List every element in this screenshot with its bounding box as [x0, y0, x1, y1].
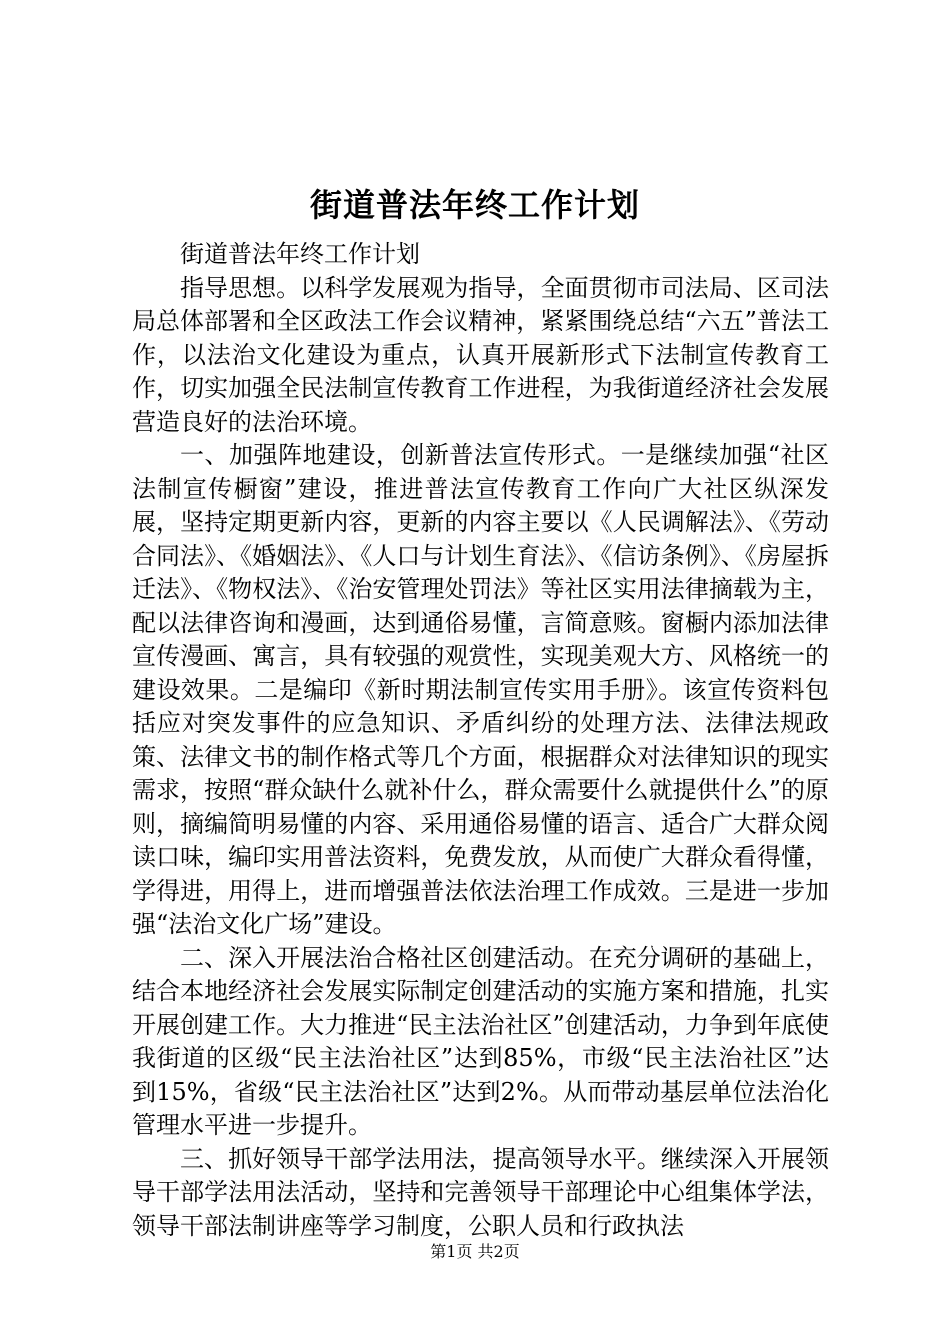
- document-body: [132, 238, 829, 1243]
- section-one-paragraph: 一、加强阵地建设，创新普法宣传形式。一是继续加强“社区法制宣传橱窗”建设，推进普法宣传教育工作向广大社区纵深发展，坚持定期更新内容，更新的内容主要以《人民调解法》、《劳动合同法》、《婚姻法》、《人口与计划生育法》、《信访条例》、《房屋拆迁法》、《物权法》、《治安管理处罚法》等社区实用法律摘载为主，配以法律咨询和漫画，达到通俗易懂，言简意赅。窗橱内添加法律宣传漫画、寓言，具有较强的观赏性，实现美观大方、风格统一的建设效果。二是编印《新时期法制宣传实用手册》。该宣传资料包括应对突发事件的应急知识、矛盾纠纷的处理方法、法律法规政策、法律文书的制作格式等几个方面，根据群众对法律知识的现实需求，按照“群众缺什么就补什么，群众需要什么就提供什么”的原则，摘编简明易懂的内容、采用通俗易懂的语言、适合广大群众阅读口味，编印实用普法资料，免费发放，从而使广大群众看得懂，学得进，用得上，进而增强普法依法治理工作成效。三是进一步加强“法治文化广场”建设。: [132, 441, 829, 938]
- guiding-principle-paragraph: 指导思想。以科学发展观为指导，全面贯彻市司法局、区司法局总体部署和全区政法工作会议精神，紧紧围绕总结“六五”普法工作，以法治文化建设为重点，认真开展新形式下法制宣传教育工作，切实加强全民法制宣传教育工作进程，为我街道经济社会发展营造良好的法治环境。: [132, 273, 829, 436]
- section-two-paragraph: 二、深入开展法治合格社区创建活动。在充分调研的基础上，结合本地经济社会发展实际制定创建活动的实施方案和措施，扎实开展创建工作。大力推进“民主法治社区”创建活动，力争到年底使我街道的区级“民主法治社区”达到85%，市级“民主法治社区”达到15%，省级“民主法治社区”达到2%。从而带动基层单位法治化管理水平进一步提升。: [132, 943, 829, 1139]
- page-footer: 第1页 共2页: [430, 1242, 520, 1261]
- subtitle-paragraph: 街道普法年终工作计划: [180, 240, 420, 268]
- section-three-paragraph: 三、抓好领导干部学法用法，提高领导水平。继续深入开展领导干部学法用法活动，坚持和完善领导干部理论中心组集体学法，领导干部法制讲座等学习制度，公职人员和行政执法: [132, 1144, 829, 1240]
- document-title: 街道普法年终工作计划: [309, 186, 640, 224]
